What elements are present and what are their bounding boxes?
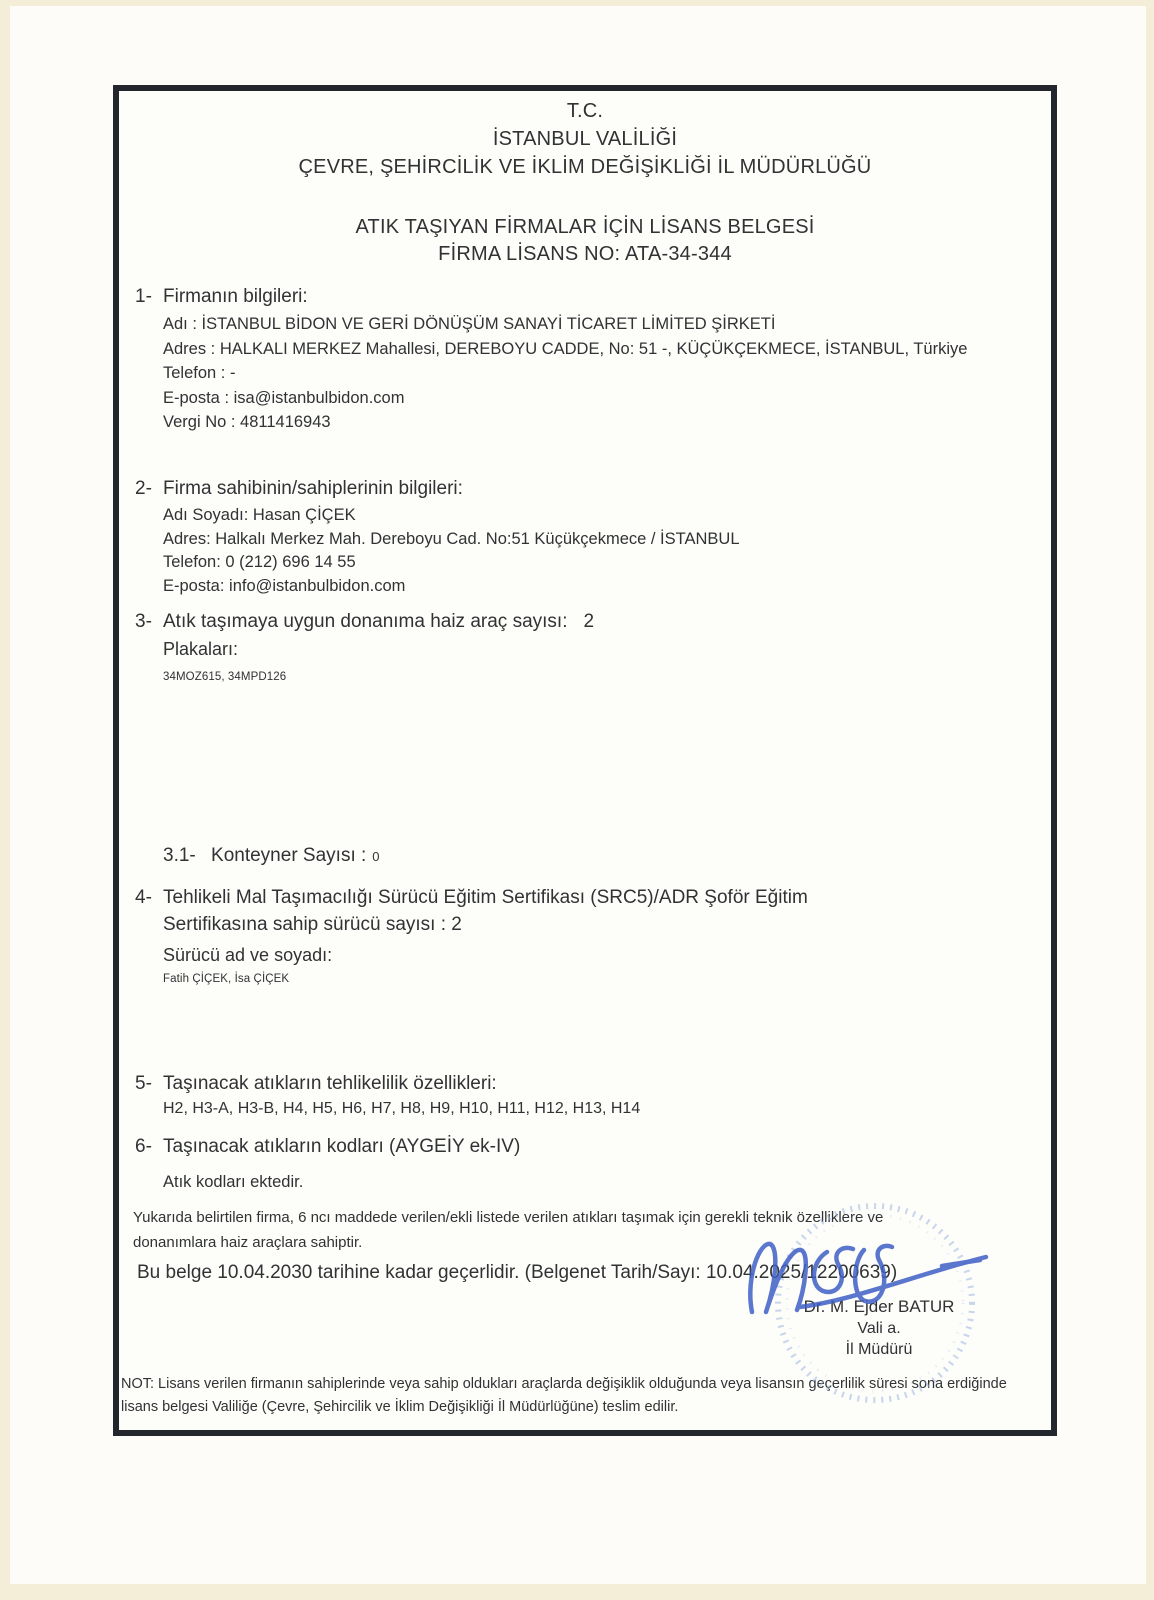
section-1-heading xyxy=(135,284,1039,309)
owner-address: Adres: Halkalı Merkez Mah. Dereboyu Cad. No:51 Küçükçekmece / İSTANBUL xyxy=(163,529,740,548)
section-2-title: Firma sahibinin/sahiplerinin bilgileri: xyxy=(163,478,463,499)
letterhead xyxy=(119,97,1051,181)
signature-block xyxy=(709,1296,1049,1361)
signer-name: Dr. M. Ejder BATUR xyxy=(803,1297,955,1316)
document-title-block xyxy=(119,214,1051,268)
waste-codes-attachment-note: Atık kodları ektedir. xyxy=(163,1173,304,1191)
document-title: ATIK TAŞIYAN FİRMALAR İÇİN LİSANS BELGESİ xyxy=(355,216,815,238)
section-6-number: 6- xyxy=(135,1136,152,1157)
owner-name: Adı Soyadı: Hasan ÇİÇEK xyxy=(163,506,356,524)
src5-heading-line2: Sertifikasına sahip sürücü sayısı : 2 xyxy=(163,914,462,935)
drivers-label: Sürücü ad ve soyadı: xyxy=(163,945,333,965)
drivers-list: Fatih ÇİÇEK, İsa ÇİÇEK xyxy=(163,973,290,985)
section-3-number: 3- xyxy=(135,611,152,632)
footnote-line2: lisans belgesi Valiliğe (Çevre, Şehircilik ve İklim Değişikliği İl Müdürlüğüne) teslim edilir. xyxy=(121,1399,679,1415)
section-4-number: 4- xyxy=(135,887,152,908)
footnote-line1: NOT: Lisans verilen firmanın sahiplerinde veya sahip oldukları araçlarda değişiklik olduğunda veya lisansın geçerlilik süresi sona erdiğinde xyxy=(121,1376,1007,1392)
signer-title-1: Vali a. xyxy=(857,1319,901,1337)
compliance-statement-line2: donanımlara haiz araçlara sahiptir. xyxy=(133,1234,363,1251)
firm-name: Adı : İSTANBUL BİDON VE GERİ DÖNÜŞÜM SANAYİ TİCARET LİMİTED ŞİRKETİ xyxy=(163,315,776,333)
owner-email: E-posta: info@istanbulbidon.com xyxy=(163,576,406,595)
letterhead-tc: T.C. xyxy=(566,100,604,122)
compliance-statement-line1: Yukarıda belirtilen firma, 6 ncı maddede verilen/ekli listede verilen atıkları taşımak için gerekli teknik özelliklere ve xyxy=(133,1209,884,1226)
letterhead-authority-2: ÇEVRE, ŞEHİRCİLİK VE İKLİM DEĞİŞİKLİĞİ İL MÜDÜRLÜĞÜ xyxy=(298,156,872,178)
firm-address: Adres : HALKALI MERKEZ Mahallesi, DEREBOYU CADDE, No: 51 -, KÜÇÜKÇEKMECE, İSTANBUL, Türkiye xyxy=(163,339,968,358)
container-count-value: 0 xyxy=(372,849,380,864)
section-1-title: Firmanın bilgileri: xyxy=(163,286,308,307)
letterhead-authority-1: İSTANBUL VALİLİĞİ xyxy=(492,128,678,150)
section-6-title: Taşınacak atıkların kodları (AYGEİY ek-IV) xyxy=(163,1136,521,1157)
section-3-title xyxy=(163,609,1039,634)
signer-title-2: İl Müdürü xyxy=(845,1341,913,1358)
section-5-heading xyxy=(135,1071,1039,1096)
section-3-heading xyxy=(135,609,1039,634)
footnote xyxy=(121,1373,1047,1419)
section-4-title xyxy=(163,884,1039,938)
owner-phone: Telefon: 0 (212) 696 14 55 xyxy=(163,553,356,571)
src5-heading-line1: Tehlikeli Mal Taşımacılığı Sürücü Eğitim Sertifikası (SRC5)/ADR Şoför Eğitim xyxy=(163,887,808,908)
vehicle-count-value: 2 xyxy=(583,611,595,632)
section-4-heading xyxy=(135,884,1039,938)
container-count-label: Konteyner Sayısı : xyxy=(211,845,367,866)
vehicle-count-label: Atık taşımaya uygun donanıma haiz araç sayısı: xyxy=(163,611,568,632)
section-2-details xyxy=(163,504,1041,598)
section-5-number: 5- xyxy=(135,1073,152,1094)
firm-tax-no: Vergi No : 4811416943 xyxy=(163,413,331,431)
plates-list: 34MOZ615, 34MPD126 xyxy=(163,671,287,683)
license-number: FİRMA LİSANS NO: ATA-34-344 xyxy=(438,243,732,265)
validity-line: Bu belge 10.04.2030 tarihine kadar geçerlidir. (Belgenet Tarih/Sayı: 10.04.2025/12200639) xyxy=(137,1262,898,1283)
section-6-heading xyxy=(135,1134,1039,1159)
section-2-heading xyxy=(135,476,1039,501)
hazard-codes: H2, H3-A, H3-B, H4, H5, H6, H7, H8, H9, H10, H11, H12, H13, H14 xyxy=(163,1100,641,1117)
section-2-number: 2- xyxy=(135,478,152,499)
paper-sheet xyxy=(10,6,1146,1584)
section-3-1-number: 3.1- xyxy=(163,845,196,866)
section-5-title: Taşınacak atıkların tehlikelilik özellikleri: xyxy=(163,1073,497,1094)
plates-label: Plakaları: xyxy=(163,639,239,659)
section-3-1-heading xyxy=(163,845,380,867)
document-border-frame xyxy=(113,85,1057,1436)
firm-email: E-posta : isa@istanbulbidon.com xyxy=(163,388,405,407)
section-1-number: 1- xyxy=(135,286,152,307)
compliance-statement xyxy=(133,1205,1043,1255)
firm-phone: Telefon : - xyxy=(163,364,236,382)
section-1-details xyxy=(163,312,1041,435)
